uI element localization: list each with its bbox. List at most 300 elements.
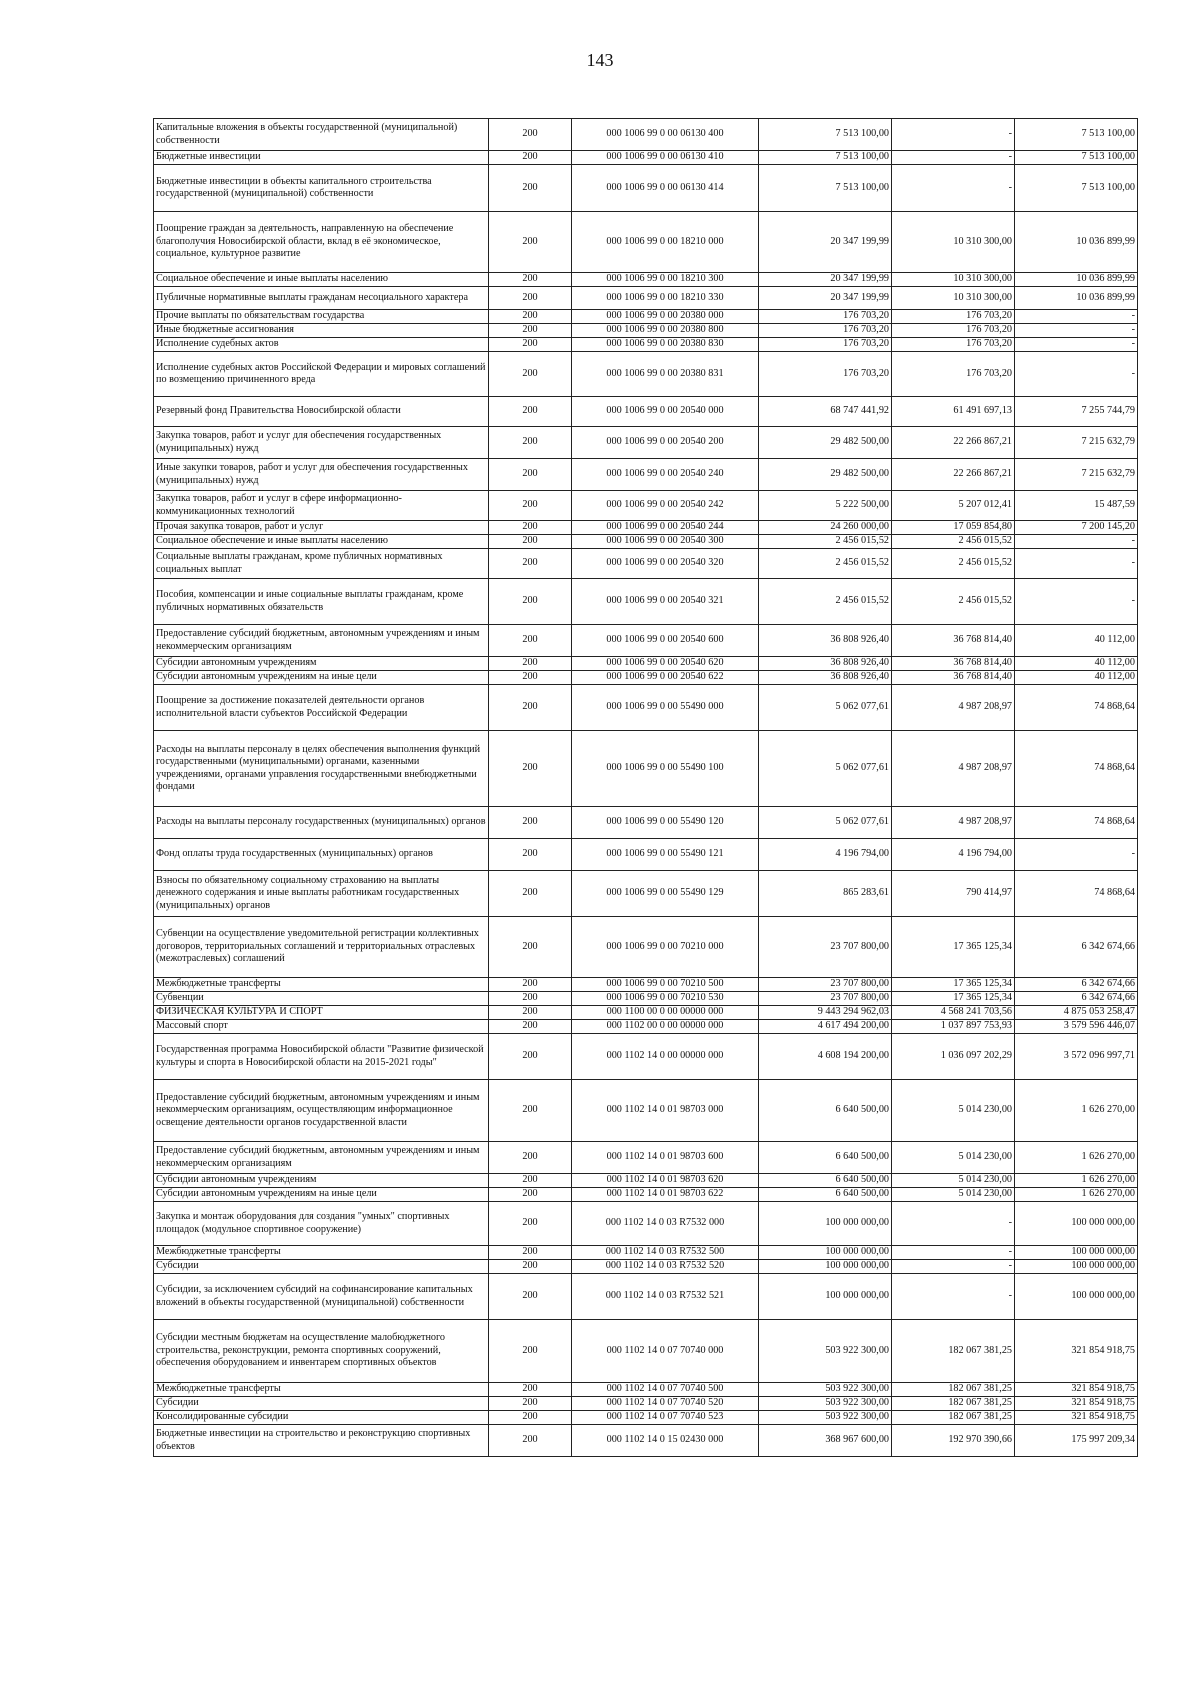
approved-amount-cell: 29 482 500,00: [759, 459, 892, 491]
admin-code-cell: 200: [489, 1260, 572, 1274]
executed-amount-cell: -: [892, 165, 1015, 212]
executed-amount-cell: 10 310 300,00: [892, 287, 1015, 310]
expense-name-cell: Предоставление субсидий бюджетным, автономным учреждениям и иным некоммерческим организациям, осуществляющим информационное освещение деятельности органов государственной власти: [154, 1080, 489, 1142]
unexecuted-amount-cell: 3 579 596 446,07: [1015, 1020, 1138, 1034]
unexecuted-amount-cell: -: [1015, 535, 1138, 549]
unexecuted-amount-cell: 100 000 000,00: [1015, 1246, 1138, 1260]
approved-amount-cell: 503 922 300,00: [759, 1397, 892, 1411]
admin-code-cell: 200: [489, 978, 572, 992]
approved-amount-cell: 7 513 100,00: [759, 165, 892, 212]
classification-code-cell: 000 1006 99 0 00 20540 620: [572, 657, 759, 671]
expense-name-cell: Субсидии: [154, 1397, 489, 1411]
approved-amount-cell: 100 000 000,00: [759, 1260, 892, 1274]
table-row: [154, 685, 1138, 731]
table-row: [154, 1188, 1138, 1202]
executed-amount-cell: 10 310 300,00: [892, 273, 1015, 287]
approved-amount-cell: 6 640 500,00: [759, 1174, 892, 1188]
unexecuted-amount-cell: 7 255 744,79: [1015, 397, 1138, 427]
admin-code-cell: 200: [489, 1411, 572, 1425]
unexecuted-amount-cell: 6 342 674,66: [1015, 917, 1138, 978]
classification-code-cell: 000 1102 14 0 03 R7532 521: [572, 1274, 759, 1320]
expense-name-cell: Поощрение граждан за деятельность, направленную на обеспечение благополучия Новосибирской области, вклад в её экономическое, социальное, культурное развитие: [154, 212, 489, 273]
unexecuted-amount-cell: 100 000 000,00: [1015, 1202, 1138, 1246]
admin-code-cell: 200: [489, 871, 572, 917]
admin-code-cell: 200: [489, 1188, 572, 1202]
approved-amount-cell: 2 456 015,52: [759, 549, 892, 579]
table-row: [154, 397, 1138, 427]
table-row: [154, 1260, 1138, 1274]
expense-name-cell: Расходы на выплаты персоналу государственных (муниципальных) органов: [154, 807, 489, 839]
admin-code-cell: 200: [489, 324, 572, 338]
expense-name-cell: Межбюджетные трансферты: [154, 978, 489, 992]
approved-amount-cell: 2 456 015,52: [759, 535, 892, 549]
admin-code-cell: 200: [489, 1080, 572, 1142]
admin-code-cell: 200: [489, 521, 572, 535]
approved-amount-cell: 6 640 500,00: [759, 1080, 892, 1142]
classification-code-cell: 000 1006 99 0 00 20540 240: [572, 459, 759, 491]
classification-code-cell: 000 1102 00 0 00 00000 000: [572, 1020, 759, 1034]
executed-amount-cell: -: [892, 1202, 1015, 1246]
admin-code-cell: 200: [489, 992, 572, 1006]
unexecuted-amount-cell: -: [1015, 549, 1138, 579]
approved-amount-cell: 5 062 077,61: [759, 807, 892, 839]
admin-code-cell: 200: [489, 352, 572, 397]
admin-code-cell: 200: [489, 1425, 572, 1457]
table-row: [154, 338, 1138, 352]
unexecuted-amount-cell: 7 200 145,20: [1015, 521, 1138, 535]
expense-name-cell: Социальные выплаты гражданам, кроме публичных нормативных социальных выплат: [154, 549, 489, 579]
expense-name-cell: Консолидированные субсидии: [154, 1411, 489, 1425]
admin-code-cell: 200: [489, 685, 572, 731]
classification-code-cell: 000 1006 99 0 00 55490 000: [572, 685, 759, 731]
executed-amount-cell: 1 037 897 753,93: [892, 1020, 1015, 1034]
admin-code-cell: 200: [489, 151, 572, 165]
admin-code-cell: 200: [489, 625, 572, 657]
classification-code-cell: 000 1006 99 0 00 18210 000: [572, 212, 759, 273]
classification-code-cell: 000 1006 99 0 00 20540 200: [572, 427, 759, 459]
executed-amount-cell: 17 059 854,80: [892, 521, 1015, 535]
expense-name-cell: Субсидии местным бюджетам на осуществление малобюджетного строительства, реконструкции, ремонта спортивных сооружений, обеспечения оборудованием и инвентарем спортивных объектов: [154, 1320, 489, 1383]
approved-amount-cell: 68 747 441,92: [759, 397, 892, 427]
executed-amount-cell: 61 491 697,13: [892, 397, 1015, 427]
classification-code-cell: 000 1102 14 0 15 02430 000: [572, 1425, 759, 1457]
classification-code-cell: 000 1100 00 0 00 00000 000: [572, 1006, 759, 1020]
classification-code-cell: 000 1006 99 0 00 70210 000: [572, 917, 759, 978]
table-row: [154, 119, 1138, 151]
admin-code-cell: 200: [489, 1142, 572, 1174]
executed-amount-cell: -: [892, 151, 1015, 165]
approved-amount-cell: 4 608 194 200,00: [759, 1034, 892, 1080]
approved-amount-cell: 7 513 100,00: [759, 119, 892, 151]
table-row: [154, 151, 1138, 165]
approved-amount-cell: 24 260 000,00: [759, 521, 892, 535]
approved-amount-cell: 176 703,20: [759, 338, 892, 352]
expense-name-cell: Субсидии автономным учреждениям на иные цели: [154, 671, 489, 685]
admin-code-cell: 200: [489, 310, 572, 324]
admin-code-cell: 200: [489, 397, 572, 427]
executed-amount-cell: 176 703,20: [892, 324, 1015, 338]
unexecuted-amount-cell: 74 868,64: [1015, 871, 1138, 917]
expense-name-cell: Межбюджетные трансферты: [154, 1383, 489, 1397]
approved-amount-cell: 9 443 294 962,03: [759, 1006, 892, 1020]
unexecuted-amount-cell: 40 112,00: [1015, 671, 1138, 685]
expense-name-cell: Субсидии: [154, 1260, 489, 1274]
expense-name-cell: ФИЗИЧЕСКАЯ КУЛЬТУРА И СПОРТ: [154, 1006, 489, 1020]
approved-amount-cell: 5 222 500,00: [759, 491, 892, 521]
approved-amount-cell: 7 513 100,00: [759, 151, 892, 165]
expense-name-cell: Предоставление субсидий бюджетным, автономным учреждениям и иным некоммерческим организациям: [154, 625, 489, 657]
unexecuted-amount-cell: 321 854 918,75: [1015, 1320, 1138, 1383]
expense-name-cell: Публичные нормативные выплаты гражданам несоциального характера: [154, 287, 489, 310]
classification-code-cell: 000 1006 99 0 00 20380 830: [572, 338, 759, 352]
unexecuted-amount-cell: -: [1015, 579, 1138, 625]
admin-code-cell: 200: [489, 338, 572, 352]
table-row: [154, 1246, 1138, 1260]
unexecuted-amount-cell: 6 342 674,66: [1015, 992, 1138, 1006]
classification-code-cell: 000 1006 99 0 00 55490 129: [572, 871, 759, 917]
table-row: [154, 427, 1138, 459]
table-row: [154, 521, 1138, 535]
approved-amount-cell: 5 062 077,61: [759, 731, 892, 807]
page-number: 143: [586, 50, 614, 70]
classification-code-cell: 000 1006 99 0 00 20540 320: [572, 549, 759, 579]
table-row: [154, 535, 1138, 549]
table-row: [154, 1425, 1138, 1457]
expense-name-cell: Государственная программа Новосибирской области "Развитие физической культуры и спорта в Новосибирской области на 2015-2021 годы": [154, 1034, 489, 1080]
unexecuted-amount-cell: -: [1015, 338, 1138, 352]
executed-amount-cell: 182 067 381,25: [892, 1397, 1015, 1411]
table-row: [154, 579, 1138, 625]
unexecuted-amount-cell: -: [1015, 839, 1138, 871]
table-row: [154, 807, 1138, 839]
unexecuted-amount-cell: -: [1015, 324, 1138, 338]
expense-name-cell: Прочая закупка товаров, работ и услуг: [154, 521, 489, 535]
table-row: [154, 1411, 1138, 1425]
classification-code-cell: 000 1006 99 0 00 06130 400: [572, 119, 759, 151]
table-row: [154, 459, 1138, 491]
classification-code-cell: 000 1006 99 0 00 70210 530: [572, 992, 759, 1006]
approved-amount-cell: 4 196 794,00: [759, 839, 892, 871]
approved-amount-cell: 2 456 015,52: [759, 579, 892, 625]
approved-amount-cell: 23 707 800,00: [759, 978, 892, 992]
table-row: [154, 871, 1138, 917]
table-row: [154, 625, 1138, 657]
admin-code-cell: 200: [489, 1006, 572, 1020]
admin-code-cell: 200: [489, 491, 572, 521]
budget-execution-table: [153, 118, 1138, 1457]
expense-name-cell: Социальное обеспечение и иные выплаты населению: [154, 535, 489, 549]
executed-amount-cell: 5 014 230,00: [892, 1080, 1015, 1142]
unexecuted-amount-cell: 40 112,00: [1015, 657, 1138, 671]
expense-name-cell: Резервный фонд Правительства Новосибирской области: [154, 397, 489, 427]
admin-code-cell: 200: [489, 1246, 572, 1260]
executed-amount-cell: 4 987 208,97: [892, 807, 1015, 839]
approved-amount-cell: 503 922 300,00: [759, 1320, 892, 1383]
classification-code-cell: 000 1006 99 0 00 20540 600: [572, 625, 759, 657]
approved-amount-cell: 865 283,61: [759, 871, 892, 917]
unexecuted-amount-cell: 321 854 918,75: [1015, 1397, 1138, 1411]
executed-amount-cell: 2 456 015,52: [892, 535, 1015, 549]
approved-amount-cell: 4 617 494 200,00: [759, 1020, 892, 1034]
executed-amount-cell: 36 768 814,40: [892, 671, 1015, 685]
unexecuted-amount-cell: 1 626 270,00: [1015, 1188, 1138, 1202]
table-row: [154, 1174, 1138, 1188]
table-row: [154, 287, 1138, 310]
admin-code-cell: 200: [489, 1397, 572, 1411]
table-row: [154, 1020, 1138, 1034]
classification-code-cell: 000 1006 99 0 00 55490 120: [572, 807, 759, 839]
approved-amount-cell: 36 808 926,40: [759, 671, 892, 685]
approved-amount-cell: 100 000 000,00: [759, 1246, 892, 1260]
classification-code-cell: 000 1006 99 0 00 18210 300: [572, 273, 759, 287]
executed-amount-cell: 17 365 125,34: [892, 978, 1015, 992]
executed-amount-cell: 5 207 012,41: [892, 491, 1015, 521]
table-row: [154, 491, 1138, 521]
executed-amount-cell: -: [892, 1274, 1015, 1320]
classification-code-cell: 000 1102 14 0 07 70740 520: [572, 1397, 759, 1411]
table-row: [154, 1202, 1138, 1246]
table-row: [154, 657, 1138, 671]
admin-code-cell: 200: [489, 459, 572, 491]
admin-code-cell: 200: [489, 839, 572, 871]
unexecuted-amount-cell: 10 036 899,99: [1015, 273, 1138, 287]
admin-code-cell: 200: [489, 1202, 572, 1246]
table-row: [154, 1397, 1138, 1411]
executed-amount-cell: 5 014 230,00: [892, 1188, 1015, 1202]
admin-code-cell: 200: [489, 579, 572, 625]
classification-code-cell: 000 1006 99 0 00 06130 410: [572, 151, 759, 165]
table-row: [154, 324, 1138, 338]
admin-code-cell: 200: [489, 165, 572, 212]
classification-code-cell: 000 1102 14 0 07 70740 523: [572, 1411, 759, 1425]
admin-code-cell: 200: [489, 1274, 572, 1320]
unexecuted-amount-cell: 74 868,64: [1015, 807, 1138, 839]
unexecuted-amount-cell: 74 868,64: [1015, 685, 1138, 731]
classification-code-cell: 000 1006 99 0 00 20380 800: [572, 324, 759, 338]
table-row: [154, 549, 1138, 579]
expense-name-cell: Закупка товаров, работ и услуг в сфере информационно-коммуникационных технологий: [154, 491, 489, 521]
expense-name-cell: Поощрение за достижение показателей деятельности органов исполнительной власти субъектов Российской Федерации: [154, 685, 489, 731]
executed-amount-cell: 176 703,20: [892, 352, 1015, 397]
unexecuted-amount-cell: 1 626 270,00: [1015, 1174, 1138, 1188]
approved-amount-cell: 6 640 500,00: [759, 1142, 892, 1174]
approved-amount-cell: 176 703,20: [759, 324, 892, 338]
executed-amount-cell: -: [892, 1246, 1015, 1260]
admin-code-cell: 200: [489, 731, 572, 807]
executed-amount-cell: 790 414,97: [892, 871, 1015, 917]
classification-code-cell: 000 1102 14 0 01 98703 600: [572, 1142, 759, 1174]
unexecuted-amount-cell: 1 626 270,00: [1015, 1080, 1138, 1142]
classification-code-cell: 000 1006 99 0 00 20540 244: [572, 521, 759, 535]
approved-amount-cell: 20 347 199,99: [759, 273, 892, 287]
expense-name-cell: Субсидии автономным учреждениям на иные цели: [154, 1188, 489, 1202]
executed-amount-cell: 36 768 814,40: [892, 625, 1015, 657]
unexecuted-amount-cell: 7 215 632,79: [1015, 427, 1138, 459]
admin-code-cell: 200: [489, 1320, 572, 1383]
unexecuted-amount-cell: 7 513 100,00: [1015, 165, 1138, 212]
expense-name-cell: Иные бюджетные ассигнования: [154, 324, 489, 338]
expense-name-cell: Субсидии автономным учреждениям: [154, 657, 489, 671]
admin-code-cell: 200: [489, 1034, 572, 1080]
unexecuted-amount-cell: 7 513 100,00: [1015, 119, 1138, 151]
table-body: [154, 119, 1138, 1457]
unexecuted-amount-cell: -: [1015, 352, 1138, 397]
expense-name-cell: Субсидии, за исключением субсидий на софинансирование капитальных вложений в объекты государственной (муниципальной) собственности: [154, 1274, 489, 1320]
admin-code-cell: 200: [489, 1020, 572, 1034]
executed-amount-cell: 2 456 015,52: [892, 549, 1015, 579]
admin-code-cell: 200: [489, 535, 572, 549]
classification-code-cell: 000 1006 99 0 00 18210 330: [572, 287, 759, 310]
classification-code-cell: 000 1102 14 0 03 R7532 520: [572, 1260, 759, 1274]
approved-amount-cell: 20 347 199,99: [759, 287, 892, 310]
unexecuted-amount-cell: 7 513 100,00: [1015, 151, 1138, 165]
expense-name-cell: Субсидии автономным учреждениям: [154, 1174, 489, 1188]
approved-amount-cell: 29 482 500,00: [759, 427, 892, 459]
executed-amount-cell: 5 014 230,00: [892, 1174, 1015, 1188]
classification-code-cell: 000 1102 14 0 07 70740 500: [572, 1383, 759, 1397]
executed-amount-cell: 22 266 867,21: [892, 427, 1015, 459]
executed-amount-cell: 182 067 381,25: [892, 1411, 1015, 1425]
admin-code-cell: 200: [489, 427, 572, 459]
executed-amount-cell: 182 067 381,25: [892, 1320, 1015, 1383]
executed-amount-cell: 17 365 125,34: [892, 992, 1015, 1006]
expense-name-cell: Иные закупки товаров, работ и услуг для обеспечения государственных (муниципальных) нужд: [154, 459, 489, 491]
expense-name-cell: Социальное обеспечение и иные выплаты населению: [154, 273, 489, 287]
approved-amount-cell: 503 922 300,00: [759, 1383, 892, 1397]
admin-code-cell: 200: [489, 1174, 572, 1188]
executed-amount-cell: 22 266 867,21: [892, 459, 1015, 491]
expense-name-cell: Бюджетные инвестиции на строительство и реконструкцию спортивных объектов: [154, 1425, 489, 1457]
admin-code-cell: 200: [489, 119, 572, 151]
classification-code-cell: 000 1102 14 0 03 R7532 500: [572, 1246, 759, 1260]
unexecuted-amount-cell: 321 854 918,75: [1015, 1383, 1138, 1397]
executed-amount-cell: 1 036 097 202,29: [892, 1034, 1015, 1080]
table-row: [154, 992, 1138, 1006]
expense-name-cell: Фонд оплаты труда государственных (муниципальных) органов: [154, 839, 489, 871]
executed-amount-cell: 36 768 814,40: [892, 657, 1015, 671]
executed-amount-cell: 5 014 230,00: [892, 1142, 1015, 1174]
table-row: [154, 917, 1138, 978]
unexecuted-amount-cell: 100 000 000,00: [1015, 1274, 1138, 1320]
executed-amount-cell: 192 970 390,66: [892, 1425, 1015, 1457]
expense-name-cell: Прочие выплаты по обязательствам государства: [154, 310, 489, 324]
executed-amount-cell: 17 365 125,34: [892, 917, 1015, 978]
unexecuted-amount-cell: 321 854 918,75: [1015, 1411, 1138, 1425]
table-row: [154, 1034, 1138, 1080]
approved-amount-cell: 100 000 000,00: [759, 1274, 892, 1320]
table-row: [154, 212, 1138, 273]
executed-amount-cell: -: [892, 119, 1015, 151]
expense-name-cell: Субвенции на осуществление уведомительной регистрации коллективных договоров, территориальных соглашений и территориальных отраслевых (межотраслевых) соглашений: [154, 917, 489, 978]
expense-name-cell: Закупка товаров, работ и услуг для обеспечения государственных (муниципальных) нужд: [154, 427, 489, 459]
classification-code-cell: 000 1006 99 0 00 20540 300: [572, 535, 759, 549]
table-row: [154, 352, 1138, 397]
table-row: [154, 671, 1138, 685]
expense-name-cell: Бюджетные инвестиции в объекты капитального строительства государственной (муниципальной) собственности: [154, 165, 489, 212]
unexecuted-amount-cell: 3 572 096 997,71: [1015, 1034, 1138, 1080]
table-row: [154, 1274, 1138, 1320]
approved-amount-cell: 176 703,20: [759, 352, 892, 397]
classification-code-cell: 000 1006 99 0 00 06130 414: [572, 165, 759, 212]
executed-amount-cell: 2 456 015,52: [892, 579, 1015, 625]
expense-name-cell: Массовый спорт: [154, 1020, 489, 1034]
admin-code-cell: 200: [489, 273, 572, 287]
approved-amount-cell: 36 808 926,40: [759, 657, 892, 671]
table-row: [154, 273, 1138, 287]
table-row: [154, 1080, 1138, 1142]
approved-amount-cell: 5 062 077,61: [759, 685, 892, 731]
unexecuted-amount-cell: 7 215 632,79: [1015, 459, 1138, 491]
approved-amount-cell: 6 640 500,00: [759, 1188, 892, 1202]
classification-code-cell: 000 1006 99 0 00 70210 500: [572, 978, 759, 992]
expense-name-cell: Субвенции: [154, 992, 489, 1006]
approved-amount-cell: 176 703,20: [759, 310, 892, 324]
unexecuted-amount-cell: 10 036 899,99: [1015, 287, 1138, 310]
approved-amount-cell: 368 967 600,00: [759, 1425, 892, 1457]
table-row: [154, 978, 1138, 992]
approved-amount-cell: 100 000 000,00: [759, 1202, 892, 1246]
admin-code-cell: 200: [489, 917, 572, 978]
admin-code-cell: 200: [489, 657, 572, 671]
approved-amount-cell: 20 347 199,99: [759, 212, 892, 273]
classification-code-cell: 000 1006 99 0 00 55490 100: [572, 731, 759, 807]
expense-name-cell: Предоставление субсидий бюджетным, автономным учреждениям и иным некоммерческим организациям: [154, 1142, 489, 1174]
approved-amount-cell: 503 922 300,00: [759, 1411, 892, 1425]
classification-code-cell: 000 1102 14 0 03 R7532 000: [572, 1202, 759, 1246]
admin-code-cell: 200: [489, 671, 572, 685]
admin-code-cell: 200: [489, 212, 572, 273]
executed-amount-cell: 176 703,20: [892, 338, 1015, 352]
expense-name-cell: Исполнение судебных актов: [154, 338, 489, 352]
admin-code-cell: 200: [489, 807, 572, 839]
expense-name-cell: Закупка и монтаж оборудования для создания "умных" спортивных площадок (модульное спортивное сооружение): [154, 1202, 489, 1246]
classification-code-cell: 000 1006 99 0 00 20380 000: [572, 310, 759, 324]
unexecuted-amount-cell: 15 487,59: [1015, 491, 1138, 521]
table-row: [154, 310, 1138, 324]
executed-amount-cell: 176 703,20: [892, 310, 1015, 324]
table-row: [154, 731, 1138, 807]
table-row: [154, 839, 1138, 871]
classification-code-cell: 000 1102 14 0 01 98703 620: [572, 1174, 759, 1188]
unexecuted-amount-cell: 100 000 000,00: [1015, 1260, 1138, 1274]
executed-amount-cell: 10 310 300,00: [892, 212, 1015, 273]
approved-amount-cell: 23 707 800,00: [759, 917, 892, 978]
classification-code-cell: 000 1006 99 0 00 20540 622: [572, 671, 759, 685]
admin-code-cell: 200: [489, 1383, 572, 1397]
unexecuted-amount-cell: 74 868,64: [1015, 731, 1138, 807]
expense-name-cell: Бюджетные инвестиции: [154, 151, 489, 165]
classification-code-cell: 000 1006 99 0 00 20540 000: [572, 397, 759, 427]
unexecuted-amount-cell: 6 342 674,66: [1015, 978, 1138, 992]
unexecuted-amount-cell: 40 112,00: [1015, 625, 1138, 657]
approved-amount-cell: 36 808 926,40: [759, 625, 892, 657]
unexecuted-amount-cell: -: [1015, 310, 1138, 324]
unexecuted-amount-cell: 4 875 053 258,47: [1015, 1006, 1138, 1020]
table-row: [154, 165, 1138, 212]
classification-code-cell: 000 1006 99 0 00 55490 121: [572, 839, 759, 871]
expense-name-cell: Расходы на выплаты персоналу в целях обеспечения выполнения функций государственными (муниципальными) органами, казенными учреждениями, органами управления государственными внебюджетными фондами: [154, 731, 489, 807]
table-row: [154, 1383, 1138, 1397]
approved-amount-cell: 23 707 800,00: [759, 992, 892, 1006]
expense-name-cell: Межбюджетные трансферты: [154, 1246, 489, 1260]
executed-amount-cell: 4 987 208,97: [892, 731, 1015, 807]
executed-amount-cell: 4 987 208,97: [892, 685, 1015, 731]
table-row: [154, 1320, 1138, 1383]
expense-name-cell: Исполнение судебных актов Российской Федерации и мировых соглашений по возмещению причиненного вреда: [154, 352, 489, 397]
executed-amount-cell: 4 568 241 703,56: [892, 1006, 1015, 1020]
classification-code-cell: 000 1102 14 0 01 98703 000: [572, 1080, 759, 1142]
classification-code-cell: 000 1006 99 0 00 20540 321: [572, 579, 759, 625]
